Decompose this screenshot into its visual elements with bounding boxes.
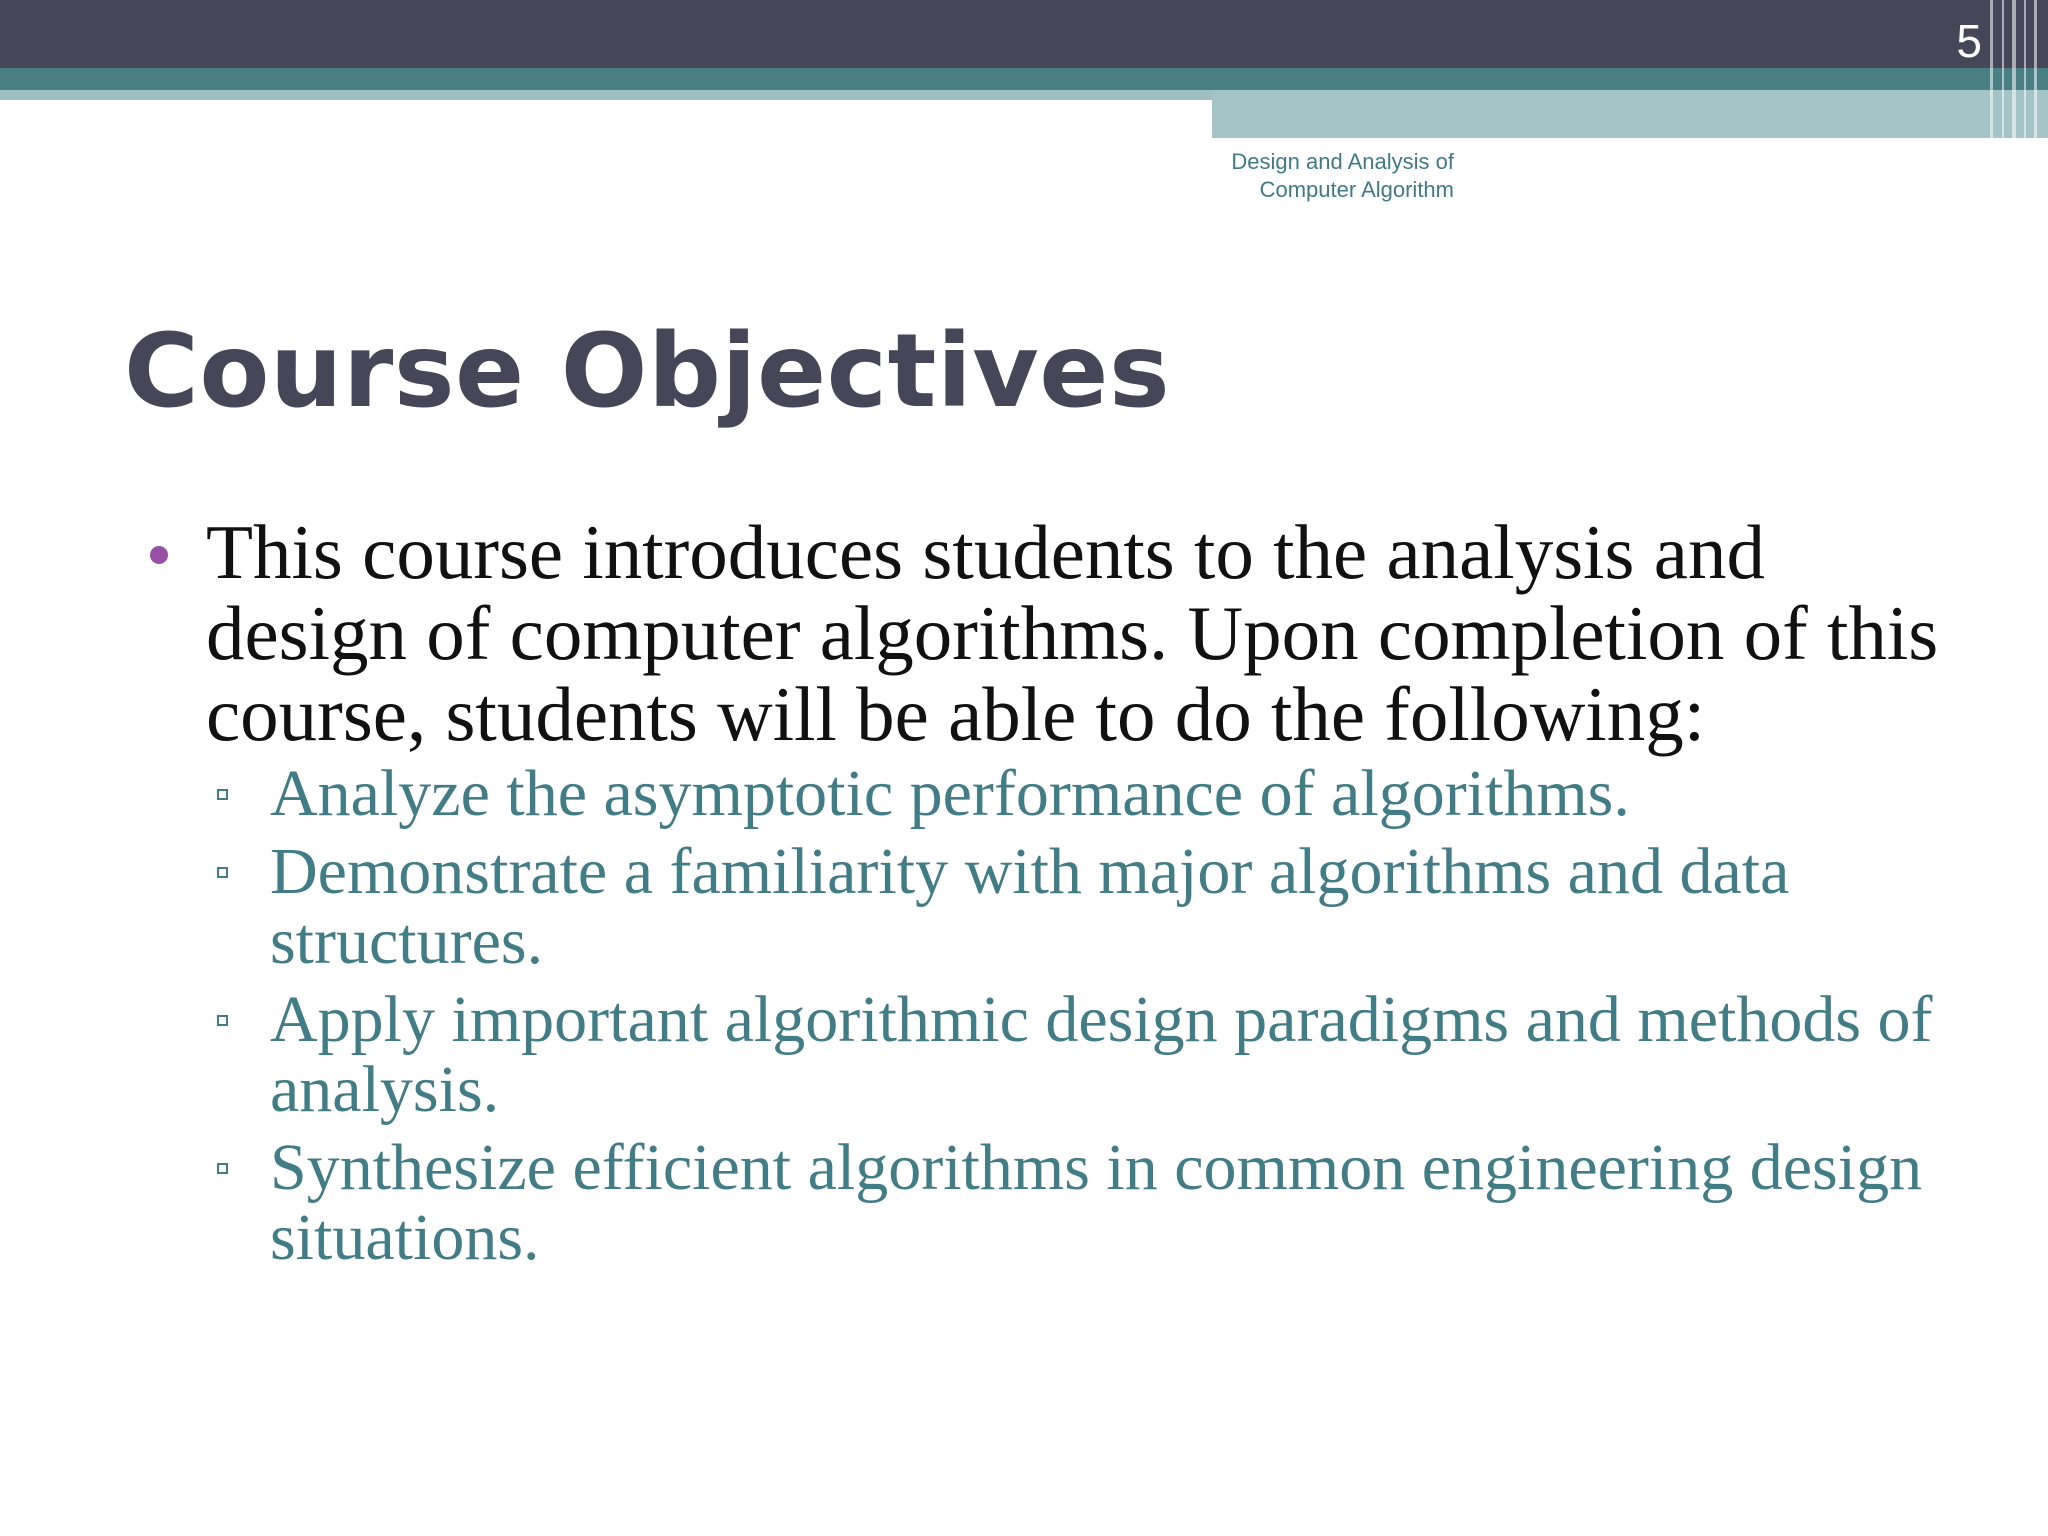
sub-bullet-text: Apply important algorithmic design paradigms and methods of analysis. <box>270 983 1933 1126</box>
header-band-light-right <box>1212 90 2048 138</box>
sub-bullet-list <box>140 759 1940 1273</box>
slide-content <box>140 509 1940 1281</box>
sub-bullet-text: Analyze the asymptotic performance of algorithms. <box>270 757 1630 830</box>
header-stripes <box>1978 0 2048 138</box>
course-subtitle <box>1231 148 1454 204</box>
sub-bullet <box>270 837 2048 977</box>
subtitle-line-1: Design and Analysis of <box>1231 149 1454 174</box>
main-bullet <box>140 509 1940 757</box>
square-bullet-icon <box>217 867 228 878</box>
sub-bullet <box>270 759 2048 829</box>
slide-number: 5 <box>1956 15 1982 67</box>
slide-title: Course Objectives <box>124 312 1171 431</box>
header-band-teal <box>0 68 2048 90</box>
sub-bullet-text: Demonstrate a familiarity with major algorithms and data structures. <box>270 835 1790 978</box>
bullet-dot-icon <box>150 546 168 564</box>
header-band-light-left <box>0 90 1212 100</box>
sub-bullet <box>270 1133 2048 1273</box>
header-band-dark <box>0 0 2048 68</box>
subtitle-line-2: Computer Algorithm <box>1259 177 1454 202</box>
sub-bullet-text: Synthesize efficient algorithms in common engineering design situations. <box>270 1131 1923 1274</box>
sub-bullet <box>270 985 2048 1125</box>
square-bullet-icon <box>217 789 228 800</box>
main-bullet-text: This course introduces students to the analysis and design of computer algorithms. Upon completion of this course, students will be able to do the following: <box>206 509 1939 757</box>
square-bullet-icon <box>217 1015 228 1026</box>
square-bullet-icon <box>217 1163 228 1174</box>
